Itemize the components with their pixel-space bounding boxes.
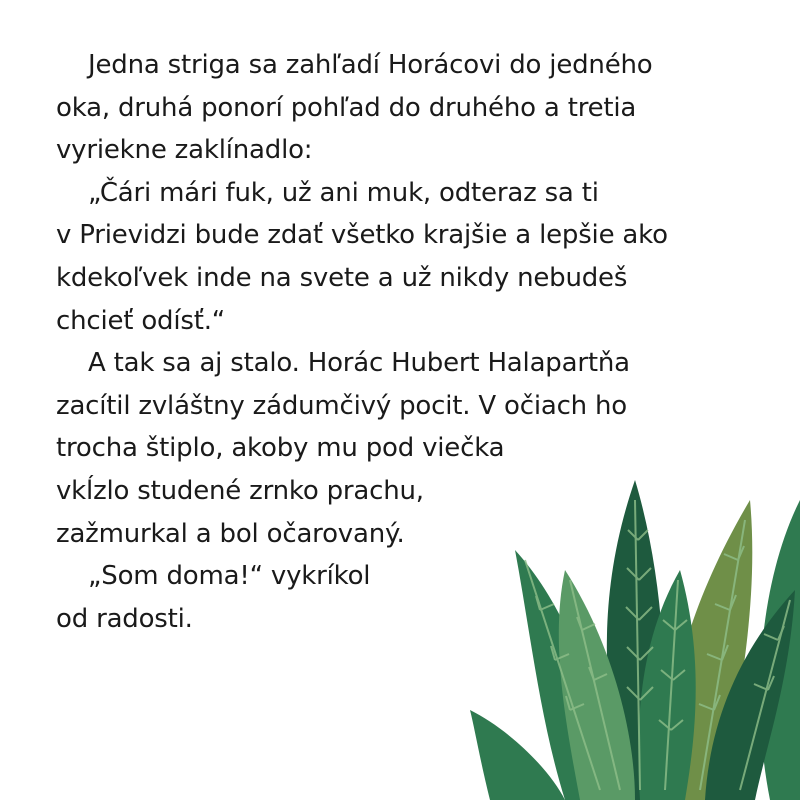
story-line: „Som doma!“ vykríkol xyxy=(88,561,371,592)
story-line: vkĺzlo studené zrnko prachu, xyxy=(56,475,424,506)
story-line: „Čári mári fuk, už ani muk, odteraz sa ti xyxy=(88,177,599,208)
story-line: trocha štiplo, akoby mu pod viečka xyxy=(56,433,505,464)
story-line: zacítil zvláštny zádumčivý pocit. V očiach ho xyxy=(56,390,627,421)
story-line: vyriekne zaklínadlo: xyxy=(56,135,313,166)
story-line: A tak sa aj stalo. Horác Hubert Halapartňa xyxy=(88,348,630,379)
story-line: zažmurkal a bol očarovaný. xyxy=(56,518,405,549)
story-line: Jedna striga sa zahľadí Horácovi do jedného xyxy=(88,50,653,80)
story-line: kdekoľvek inde na svete a už nikdy nebudeš xyxy=(56,262,628,293)
story-line: od radosti. xyxy=(56,603,193,634)
plant-leaves-icon xyxy=(470,460,800,800)
story-line: chcieť odísť.“ xyxy=(56,305,226,336)
story-line: v Prievidzi bude zdať všetko krajšie a lepšie ako xyxy=(56,220,668,251)
story-line: oka, druhá ponorí pohľad do druhého a tretia xyxy=(56,92,637,123)
